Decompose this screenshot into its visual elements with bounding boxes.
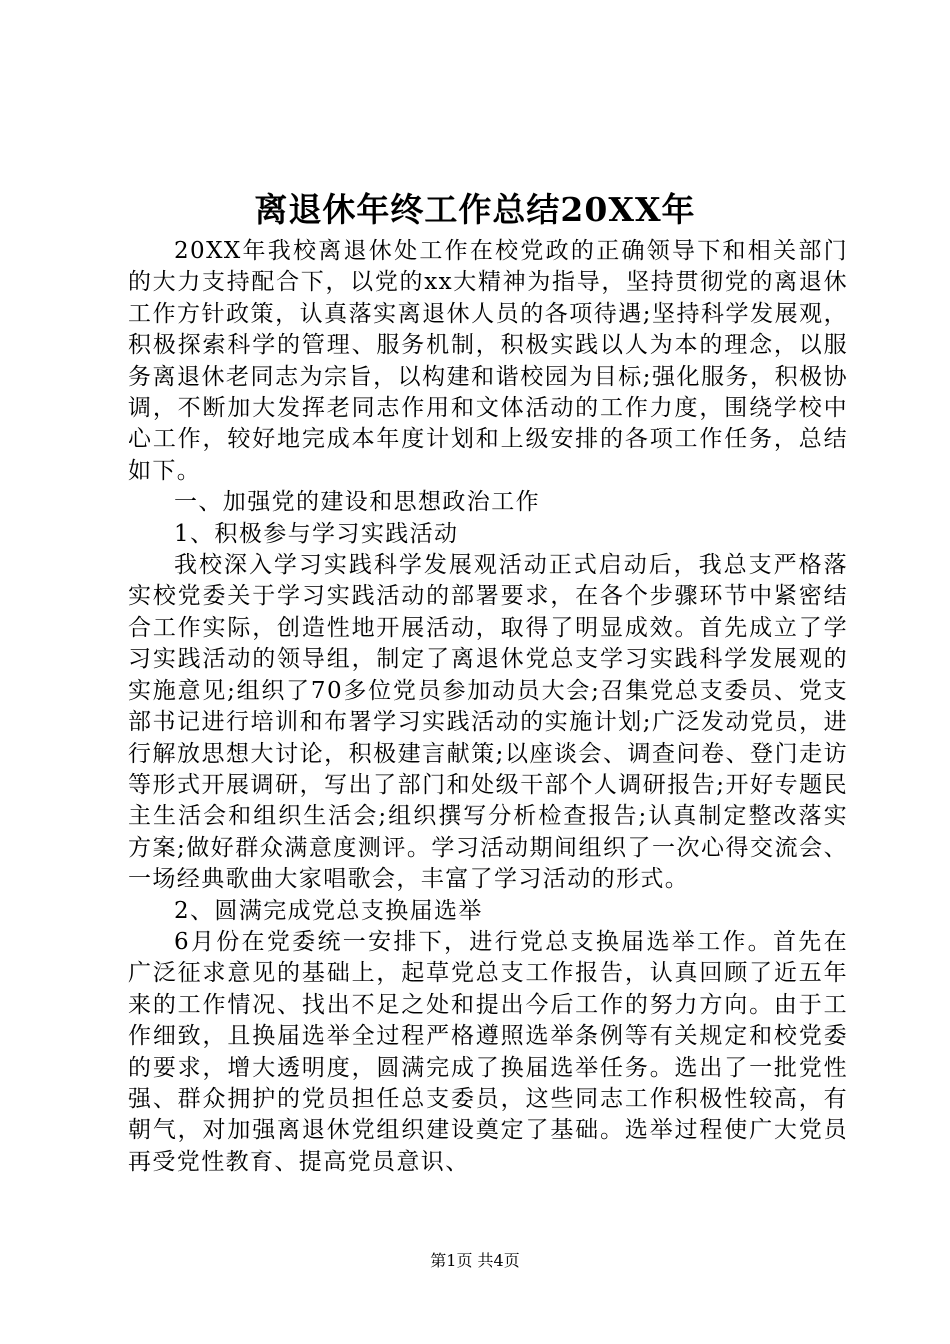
subsection-heading-2: 2、圆满完成党总支换届选举 (174, 897, 483, 924)
document-title: 离退休年终工作总结20XX年 (254, 190, 696, 229)
paragraph-election: 6月份在党委统一安排下，进行党总支换届选举工作。首先在广泛征求意见的基础上，起草党总支工作报告，认真回顾了近五年来的工作情况、找出不足之处和提出今后工作的努力方向。由于工作细致，且换届选举全过程严格遵照选举条例等有关规定和校党委的要求，增大透明度，圆满完成了换届选举任务。选出了一批党性强、群众拥护的党员担任总支委员，这些同志工作积极性较高，有朝气，对加强离退休党组织建设奠定了基础。选举过程使广大党员再受党性教育、提高党员意识、 (128, 928, 848, 1175)
section-heading-1: 一、加强党的建设和思想政治工作 (174, 489, 540, 516)
paragraph-study-practice: 我校深入学习实践科学发展观活动正式启动后，我总支严格落实校党委关于学习实践活动的部署要求，在各个步骤环节中紧密结合工作实际，创造性地开展活动，取得了明显成效。首先成立了学习实践活动的领导组，制定了离退休党总支学习实践科学发展观的实施意见;组织了70多位党员参加动员大会;召集党总支委员、党支部书记进行培训和布署学习实践活动的实施计划;广泛发动党员，进行解放思想大讨论，积极建言献策;以座谈会、调查问卷、登门走访等形式开展调研，写出了部门和处级干部个人调研报告;开好专题民主生活会和组织生活会;组织撰写分析检查报告;认真制定整改落实方案;做好群众满意度测评。学习活动期间组织了一次心得交流会、一场经典歌曲大家唱歌会，丰富了学习活动的形式。 (128, 552, 848, 893)
document-body (128, 236, 848, 1178)
paragraph-intro: 20XX年我校离退休处工作在校党政的正确领导下和相关部门的大力支持配合下，以党的xx大精神为指导，坚持贯彻党的离退休工作方针政策，认真落实离退休人员的各项待遇;坚持科学发展观，积极探索科学的管理、服务机制，积极实践以人为本的理念，以服务离退休老同志为宗旨，以构建和谐校园为目标;强化服务，积极协调，不断加大发挥老同志作用和文体活动的工作力度，围绕学校中心工作，较好地完成本年度计划和上级安排的各项工作任务，总结如下。 (128, 238, 848, 484)
page-footer: 第1页 共4页 (430, 1251, 520, 1270)
subsection-heading-1: 1、积极参与学习实践活动 (174, 520, 459, 547)
